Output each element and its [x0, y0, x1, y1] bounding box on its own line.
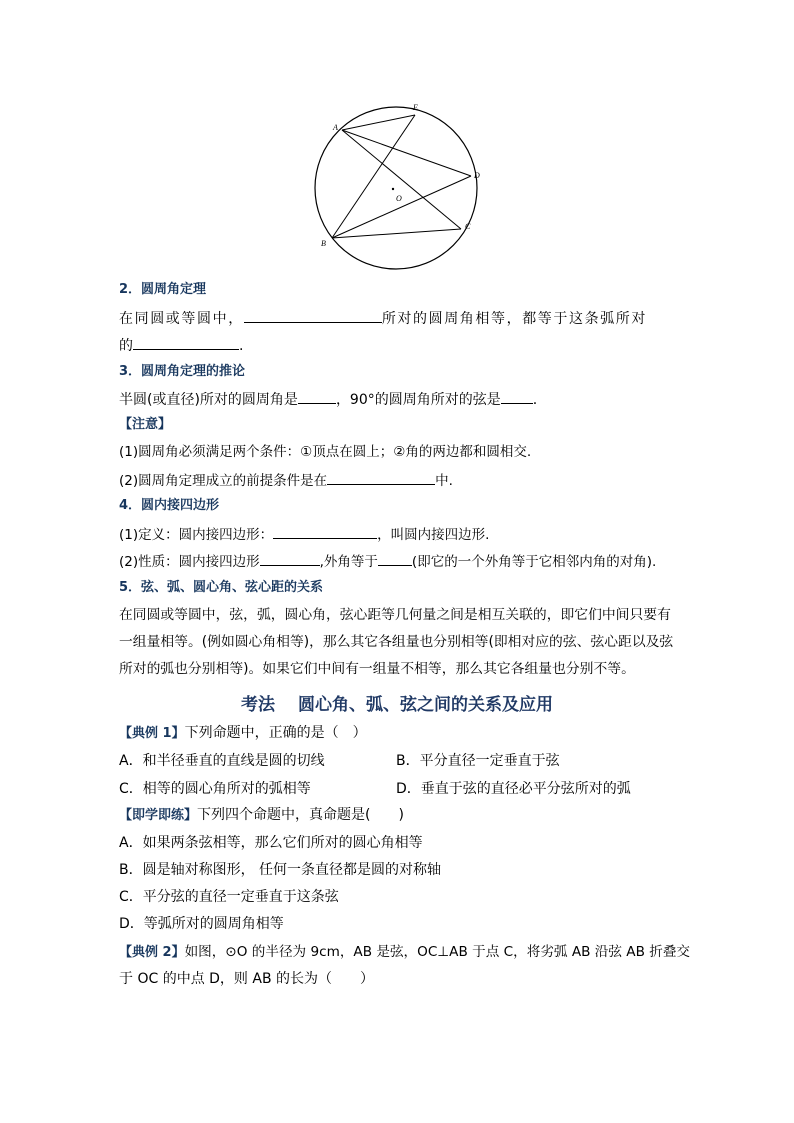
blank-6 [273, 523, 377, 539]
example-1-option-d: D．垂直于弦的直径必平分弦所对的弧 [396, 781, 631, 797]
question-text: 下列命题中，正确的是（ ） [184, 725, 367, 741]
text-fragment: (1)定义：圆内接四边形： [119, 527, 274, 543]
circle-outline [315, 107, 477, 269]
section-4-line-1 [119, 523, 489, 545]
chord-BC [332, 229, 461, 238]
practice-tag: 【即学即练】 [119, 808, 198, 823]
label-O: O [396, 194, 402, 203]
section-5-para-1: 在同圆或等圆中，弦，弧，圆心角，弦心距等几何量之间是相互关联的，即它们中间只要有 [119, 607, 671, 623]
blank-2 [133, 334, 239, 350]
section-2-line-2 [119, 334, 243, 356]
question-text: 如图，⊙O 的半径为 9cm，AB 是弦，OC⊥AB 于点 C，将劣弧 AB 沿弦 AB 折叠交 [184, 944, 691, 960]
practice-option-d: D．等弧所对的圆周角相等 [119, 916, 284, 932]
method-title: 考法 圆心角、弧、弦之间的关系及应用 [241, 695, 553, 715]
label-C: C [465, 222, 471, 231]
text-fragment: . [532, 392, 538, 408]
text-fragment: 所对的圆周角相等，都等于这条弧所对 [381, 311, 648, 327]
section-5-heading: 5．弦、弧、圆心角、弦心距的关系 [119, 580, 324, 595]
center-dot [392, 188, 394, 190]
text-fragment: 的 [119, 338, 133, 354]
blank-8 [378, 550, 412, 566]
text-fragment: (2)性质：圆内接四边形 [119, 554, 260, 570]
label-E: E [413, 103, 418, 112]
blank-3 [298, 388, 336, 404]
example-2-tag: 【典例 2】 [119, 945, 185, 960]
text-fragment: 半圆(或直径)所对的圆周角是 [119, 392, 298, 408]
text-fragment: 在同圆或等圆中， [119, 311, 244, 327]
text-fragment: 中. [435, 473, 453, 489]
section-4-line-2 [119, 550, 656, 572]
label-B: B [321, 239, 326, 248]
text-fragment: (即它的一个外角等于它相邻内角的对角). [411, 554, 657, 570]
practice-option-c: C．平分弦的直径一定垂直于这条弦 [119, 889, 339, 905]
blank-4 [501, 388, 533, 404]
chord-AE [342, 115, 415, 130]
section-2-heading: 2．圆周角定理 [119, 282, 207, 297]
text-fragment: ，90°的圆周角所对的弦是 [335, 392, 501, 408]
section-5-para-3: 所对的弧也分别相等)。如果它们中间有一组量不相等，那么其它各组量也分别不等。 [119, 661, 635, 677]
circle-figure [0, 0, 794, 280]
section-2-line-1 [119, 307, 647, 329]
example-1-tag: 【典例 1】 [119, 726, 185, 741]
example-2-question-line-2: 于 OC 的中点 D，则 AB 的长为（ ） [119, 971, 375, 987]
example-1-option-c: C．相等的圆心角所对的弧相等 [119, 781, 311, 797]
section-5-para-2: 一组量相等。(例如圆心角相等)，那么其它各组量也分别相等(即相对应的弦、弦心距以及弦 [119, 634, 674, 650]
section-3-line-1 [119, 388, 537, 410]
section-3-heading: 3．圆周角定理的推论 [119, 364, 246, 379]
blank-7 [260, 550, 320, 566]
note-heading: 【注意】 [119, 417, 172, 432]
blank-1 [244, 307, 382, 323]
blank-5 [327, 469, 435, 485]
label-A: A [333, 123, 338, 132]
text-fragment: ,外角等于 [319, 554, 378, 570]
practice-option-b: B．圆是轴对称图形， 任何一条直径都是圆的对称轴 [119, 862, 442, 878]
note-item-2 [119, 469, 453, 491]
chord-AD [342, 130, 471, 176]
section-4-heading: 4．圆内接四边形 [119, 498, 220, 513]
text-fragment: ，叫圆内接四边形. [377, 527, 490, 543]
text-fragment: (2)圆周角定理成立的前提条件是在 [119, 473, 328, 489]
chord-AC [342, 130, 461, 229]
example-1-option-a: A．和半径垂直的直线是圆的切线 [119, 753, 325, 769]
example-1-question [119, 723, 367, 744]
note-item-1: (1)圆周角必须满足两个条件：①顶点在圆上；②角的两边都和圆相交. [119, 444, 532, 460]
text-fragment: . [239, 338, 244, 354]
example-1-option-b: B．平分直径一定垂直于弦 [396, 753, 560, 769]
practice-option-a: A．如果两条弦相等，那么它们所对的圆心角相等 [119, 835, 423, 851]
label-D: D [474, 171, 480, 180]
practice-question [119, 805, 404, 826]
question-text: 下列四个命题中，真命题是( ) [197, 807, 404, 823]
example-2-question-line-1 [119, 942, 690, 963]
